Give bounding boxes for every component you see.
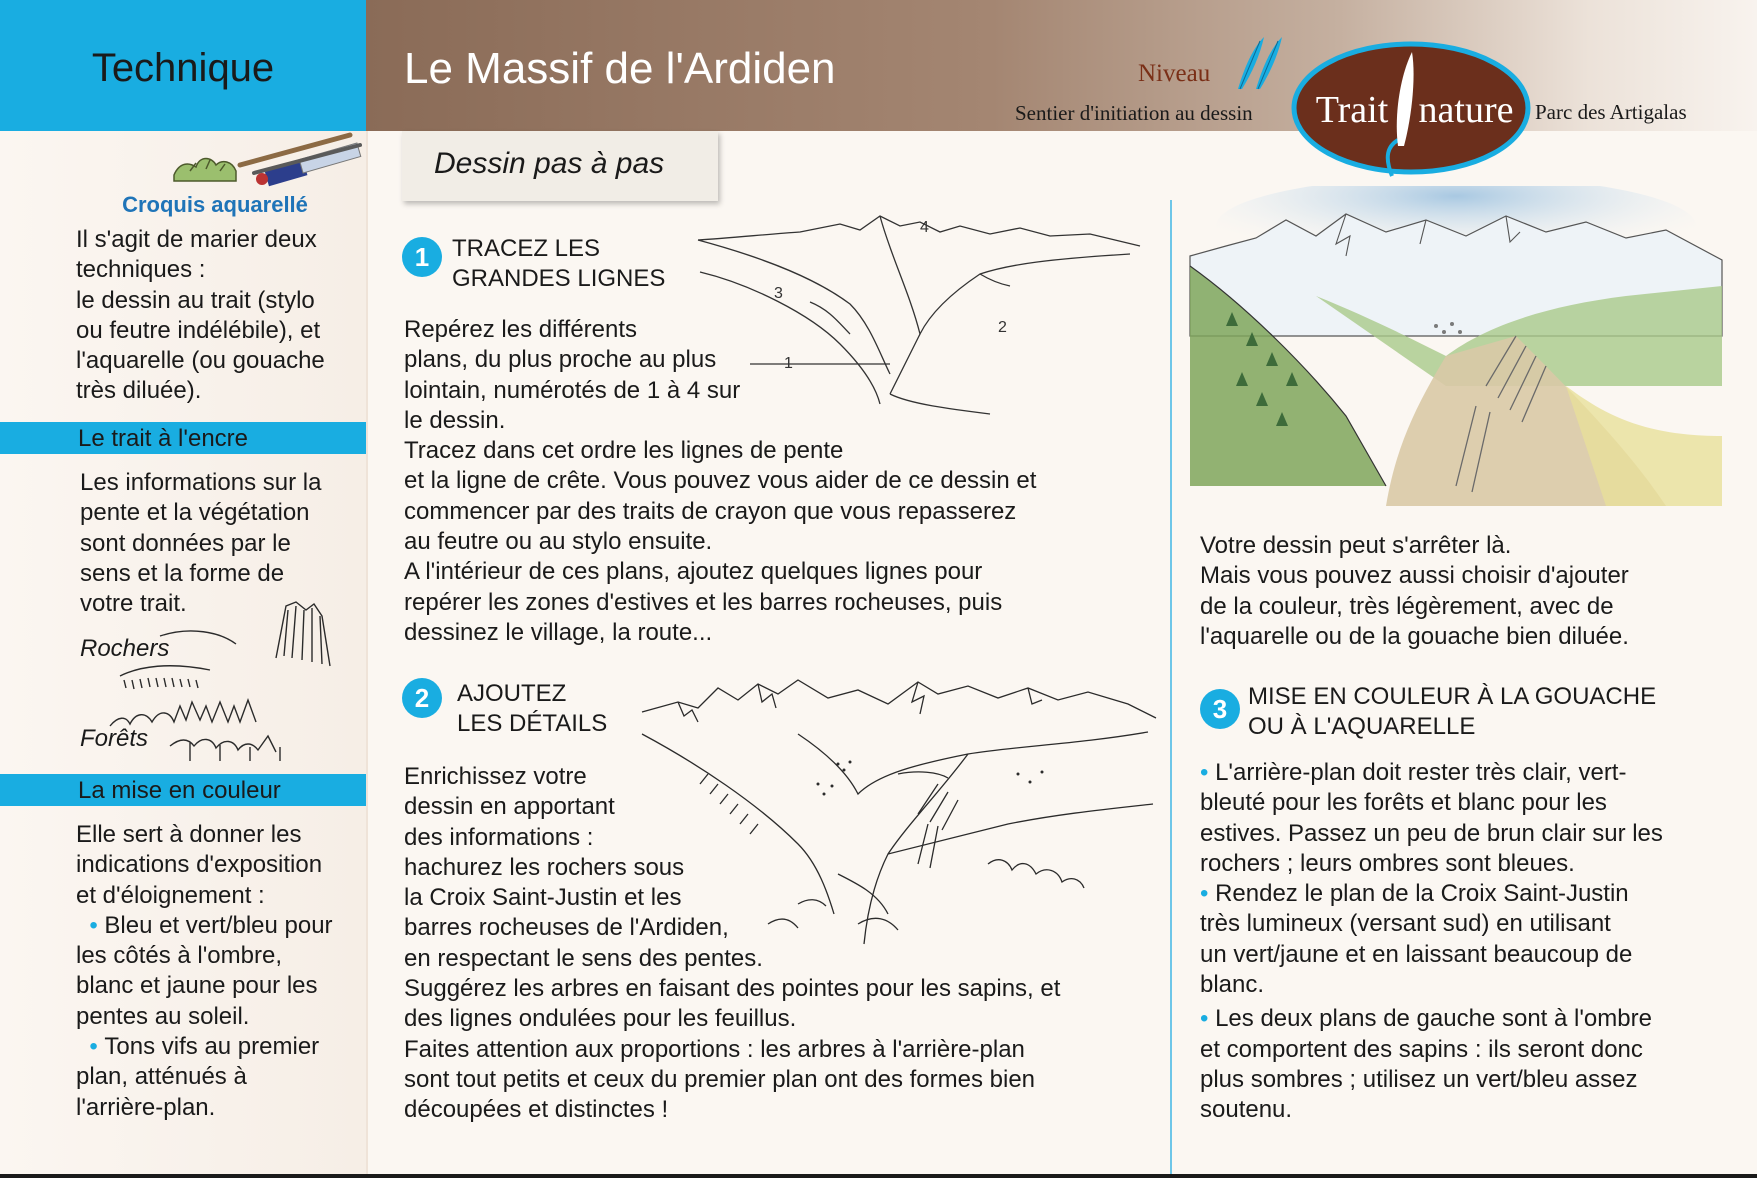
step-2-text [404,762,1164,1126]
text-line: bleuté pour les forêts et blanc pour les [1200,789,1607,817]
text-line: blanc et jaune pour les [76,972,318,1000]
text-line: Faites attention aux proportions : les arbres à l'arrière-plan [404,1035,1025,1063]
couleur-description [76,820,356,1123]
step-1-badge: 1 [402,237,442,277]
text-line: votre trait. [80,590,187,618]
watercolor-illustration [1186,186,1726,522]
text-line: Les informations sur la [80,469,322,496]
section-title: Technique [91,46,275,90]
text-line: en respectant le sens des pentes. [404,944,763,972]
step-1-title [452,234,665,294]
trait-nature-logo [1288,36,1534,182]
bullet-dot-icon: • [76,911,105,939]
art-supplies-illustration [170,131,366,191]
page-title: Le Massif de l'Ardiden [404,44,836,93]
text-line: Mais vous pouvez aussi choisir d'ajouter [1200,562,1629,590]
text-line: Suggérez les arbres en faisant des pointes pour les sapins, et [404,975,1061,1003]
text-line: rochers ; leurs ombres sont bleues. [1200,849,1575,877]
croquis-description [76,225,356,407]
logo-text-nature: nature [1418,89,1514,131]
text-line: au feutre ou au stylo ensuite. [404,528,713,556]
text-line: Votre dessin peut s'arrêter là. [1200,532,1512,559]
text-line: la Croix Saint-Justin et les [404,884,682,912]
trait-heading: Le trait à l'encre [78,425,249,452]
couleur-heading: La mise en couleur [78,777,281,804]
title-line: GRANDES LIGNES [452,265,666,292]
level-feathers-icon [1230,33,1290,93]
section-header [0,0,366,131]
text-line: et comportent des sapins : ils seront donc [1200,1035,1643,1063]
text-line: et la ligne de crête. Vous pouvez vous aider de ce dessin et [404,467,1037,495]
text-line: L'arrière-plan doit rester très clair, vert- [1215,759,1627,786]
bottom-rule [0,1174,1757,1178]
step-3-title [1248,682,1656,742]
text-line: des lignes ondulées pour les feuillus. [404,1005,797,1033]
column-divider [1170,200,1172,1178]
text-line: de la couleur, très légèrement, avec de [1200,592,1614,620]
section-tab [402,131,718,201]
bullet-dot-icon: • [1200,880,1216,908]
title-line: OU À L'AQUARELLE [1248,713,1476,740]
text-line: un vert/jaune et en laissant beaucoup de [1200,940,1633,968]
plan-label: 2 [998,319,1007,336]
text-line: le dessin. [404,406,506,434]
tagline: Sentier d'initiation au dessin [1015,101,1253,125]
text-line: Rendez le plan de la Croix Saint-Justin [1215,880,1629,908]
step-1-text [404,315,1164,648]
plan-label: 4 [920,219,929,236]
bullet-item [1200,758,1750,788]
text-line: l'aquarelle (ou gouache [76,347,325,375]
text-line: soutenu. [1200,1096,1293,1124]
title-line: AJOUTEZ [457,680,567,707]
right-intro-text [1200,531,1740,652]
croquis-title: Croquis aquarellé [122,192,308,217]
bullet-dot-icon: • [1200,759,1216,786]
text-line: pentes au soleil. [76,1002,250,1030]
bullet-dot-icon: • [76,1033,105,1061]
step-2-badge: 2 [402,678,442,718]
plan-label: 3 [774,285,783,302]
text-line: dessinez le village, la route... [404,618,713,646]
text-line: hachurez les rochers sous [404,853,685,881]
text-line: dessin en apportant [404,793,615,821]
text-line: le dessin au trait (stylo [76,286,315,314]
text-line: l'arrière-plan. [76,1093,216,1121]
section-tab-label: Dessin pas à pas [434,147,665,180]
text-line: Il s'agit de marier deux [76,226,317,253]
text-line: Repérez les différents [404,316,638,343]
text-line: ou feutre indélébile), et [76,316,321,344]
text-line: Elle sert à donner les [76,821,302,848]
rochers-label: Rochers [80,635,170,662]
text-line: sont données par le [80,529,291,557]
level-label: Niveau [1138,60,1211,87]
text-line: Les deux plans de gauche sont à l'ombre [1215,1005,1652,1033]
text-line: Enrichissez votre [404,763,587,790]
bullet-item [1200,879,1750,909]
forets-label: Forêts [80,725,149,752]
bullet-item [1200,1004,1750,1034]
text-line: lointain, numérotés de 1 à 4 sur [404,376,741,404]
text-line: indications d'exposition [76,851,323,879]
text-line: commencer par des traits de crayon que vous repasserez [404,497,1017,525]
bullet-dot-icon: • [1200,1005,1216,1033]
text-line: sont tout petits et ceux du premier plan ont des formes bien [404,1065,1036,1093]
plan-label: 1 [784,355,793,372]
text-line: A l'intérieur de ces plans, ajoutez quelques lignes pour [404,558,983,586]
step-3-badge: 3 [1200,689,1240,729]
text-line: pente et la végétation [80,499,310,527]
title-line: MISE EN COULEUR À LA GOUACHE [1248,683,1657,710]
text-line: plus sombres ; utilisez un vert/bleu assez [1200,1065,1638,1093]
text-line: découpées et distinctes ! [404,1096,669,1124]
text-line: les côtés à l'ombre, [76,942,283,970]
text-line: barres rocheuses de l'Ardiden, [404,914,729,942]
couleur-heading-bar [0,774,366,806]
step-2-title [457,679,607,739]
text-line: des informations : [404,823,594,851]
trait-heading-bar [0,422,366,454]
step-3-text [1200,758,1750,1126]
logo-text-trait: Trait [1315,89,1389,131]
title-line: LES DÉTAILS [457,710,608,737]
text-line: très lumineux (versant sud) en utilisant [1200,910,1611,938]
bullet-item [76,1032,356,1062]
bullet-item [76,911,356,941]
text-line: Bleu et vert/bleu pour [104,911,333,939]
text-line: blanc. [1200,971,1265,999]
text-line: sens et la forme de [80,559,285,587]
text-line: plan, atténués à [76,1063,247,1091]
text-line: estives. Passez un peu de brun clair sur les [1200,819,1663,847]
text-line: repérer les zones d'estives et les barres rocheuses, puis [404,588,1003,616]
title-line: TRACEZ LES [452,235,601,262]
text-line: très diluée). [76,377,202,405]
text-line: Tracez dans cet ordre les lignes de pente [404,437,844,465]
text-line: Tons vifs au premier [104,1033,320,1061]
text-line: plans, du plus proche au plus [404,346,717,374]
park-name: Parc des Artigalas [1535,100,1687,124]
text-line: techniques : [76,256,206,284]
text-line: l'aquarelle ou de la gouache bien diluée. [1200,622,1629,650]
text-line: et d'éloignement : [76,881,265,909]
